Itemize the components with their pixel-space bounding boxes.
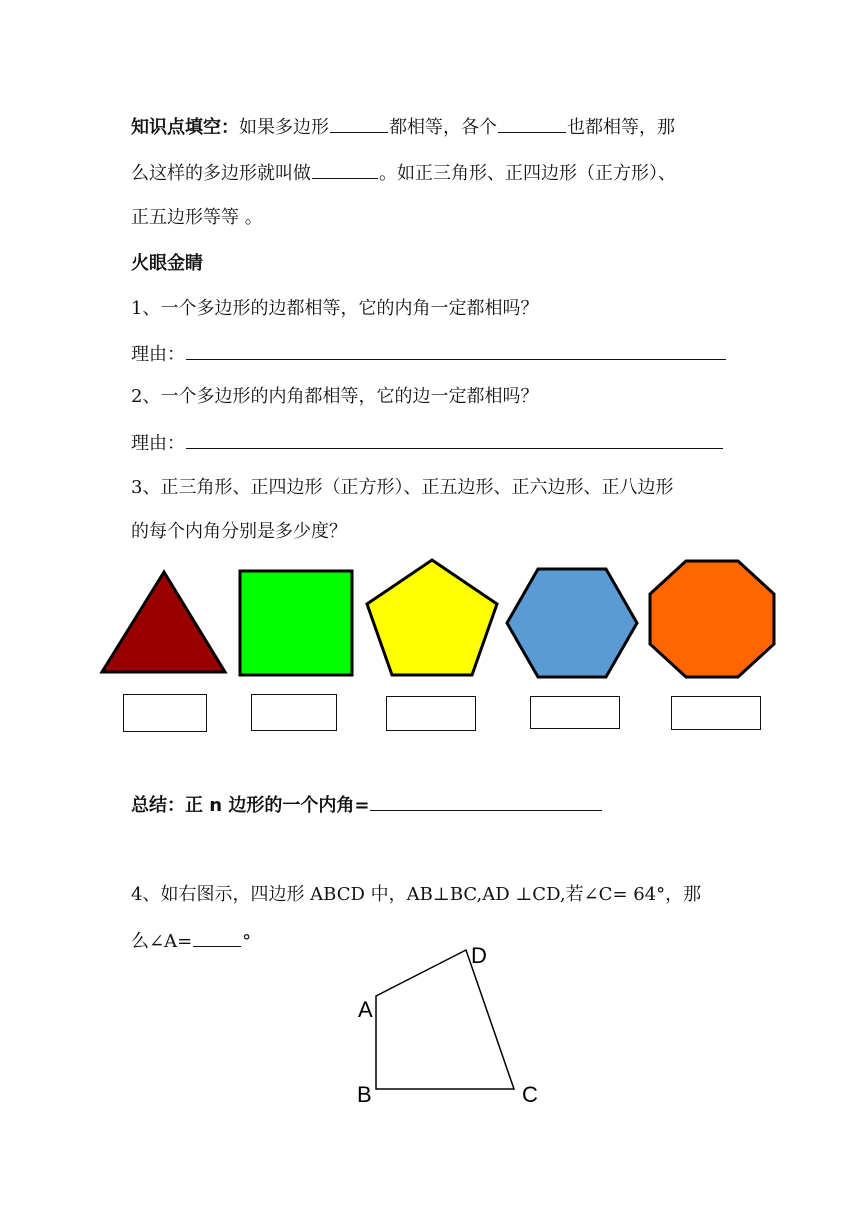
fill-blank-text: 。如正三角形、正四边形（正方形）、 — [379, 163, 676, 184]
question-1: 1、一个多边形的边都相等，它的内角一定都相吗？ — [131, 298, 539, 319]
vertex-label-a: A — [358, 997, 373, 1022]
vertex-label-d: D — [471, 943, 487, 968]
degree-sign: ° — [242, 931, 252, 952]
octagon-angle-box[interactable] — [671, 696, 761, 730]
pentagon-shape — [362, 556, 502, 680]
summary-label: 总结：正 n 边形的一个内角= — [131, 795, 370, 816]
angle-a-label: 么∠A= — [131, 931, 193, 952]
question-3-line-1: 3、正三角形、正四边形（正方形）、正五边形、正六边形、正八边形 — [131, 477, 674, 498]
triangle-shape — [98, 568, 230, 676]
blank-2[interactable] — [498, 114, 566, 133]
hexagon-shape — [503, 566, 641, 680]
vertex-label-c: C — [522, 1082, 538, 1107]
vertex-label-b: B — [357, 1082, 372, 1107]
angle-a-input[interactable] — [193, 928, 241, 947]
fill-blank-text: 也都相等，那 — [567, 117, 675, 138]
blank-3[interactable] — [312, 160, 378, 179]
square-shape — [238, 568, 356, 678]
triangle-polygon — [102, 572, 225, 672]
question-1-reason — [131, 341, 727, 367]
fill-blank-line-2 — [131, 160, 676, 186]
section-title: 火眼金睛 — [131, 253, 203, 274]
reason-label: 理由： — [131, 433, 185, 454]
question-4-line-1: 4、如右图示，四边形 ABCD 中，AB⊥BC,AD ⊥CD,若∠C= 64°，那 — [131, 884, 702, 905]
hexagon-angle-box[interactable] — [530, 696, 620, 729]
fill-blank-line-3 — [131, 206, 263, 230]
hexagon-polygon — [507, 569, 637, 677]
octagon-shape — [646, 558, 778, 680]
square-rect — [240, 571, 352, 675]
fill-blank-text: 么这样的多边形就叫做 — [131, 163, 311, 184]
fill-blank-heading: 知识点填空： — [131, 117, 239, 138]
summary-input[interactable] — [370, 792, 602, 811]
reason-label: 理由： — [131, 344, 185, 365]
triangle-angle-box[interactable] — [123, 694, 207, 732]
question-3-line-2: 的每个内角分别是多少度？ — [131, 521, 347, 542]
fill-blank-text: 都相等，各个 — [389, 117, 497, 138]
question-4-line-2 — [131, 928, 251, 954]
question-2: 2、一个多边形的内角都相等，它的边一定都相吗？ — [131, 386, 539, 407]
question-2-reason — [131, 430, 724, 456]
quadrilateral-diagram — [350, 940, 550, 1112]
fill-blank-text: 正五边形等等 。 — [131, 207, 263, 228]
square-angle-box[interactable] — [251, 694, 337, 731]
pentagon-polygon — [367, 560, 497, 675]
reason-2-input[interactable] — [186, 430, 723, 449]
blank-1[interactable] — [330, 114, 388, 133]
quadrilateral-abcd — [376, 950, 514, 1089]
octagon-polygon — [650, 561, 774, 677]
summary-line — [131, 792, 603, 818]
fill-blank-line-1 — [131, 114, 675, 140]
reason-1-input[interactable] — [186, 341, 726, 360]
pentagon-angle-box[interactable] — [386, 696, 476, 731]
fill-blank-text: 如果多边形 — [239, 117, 329, 138]
